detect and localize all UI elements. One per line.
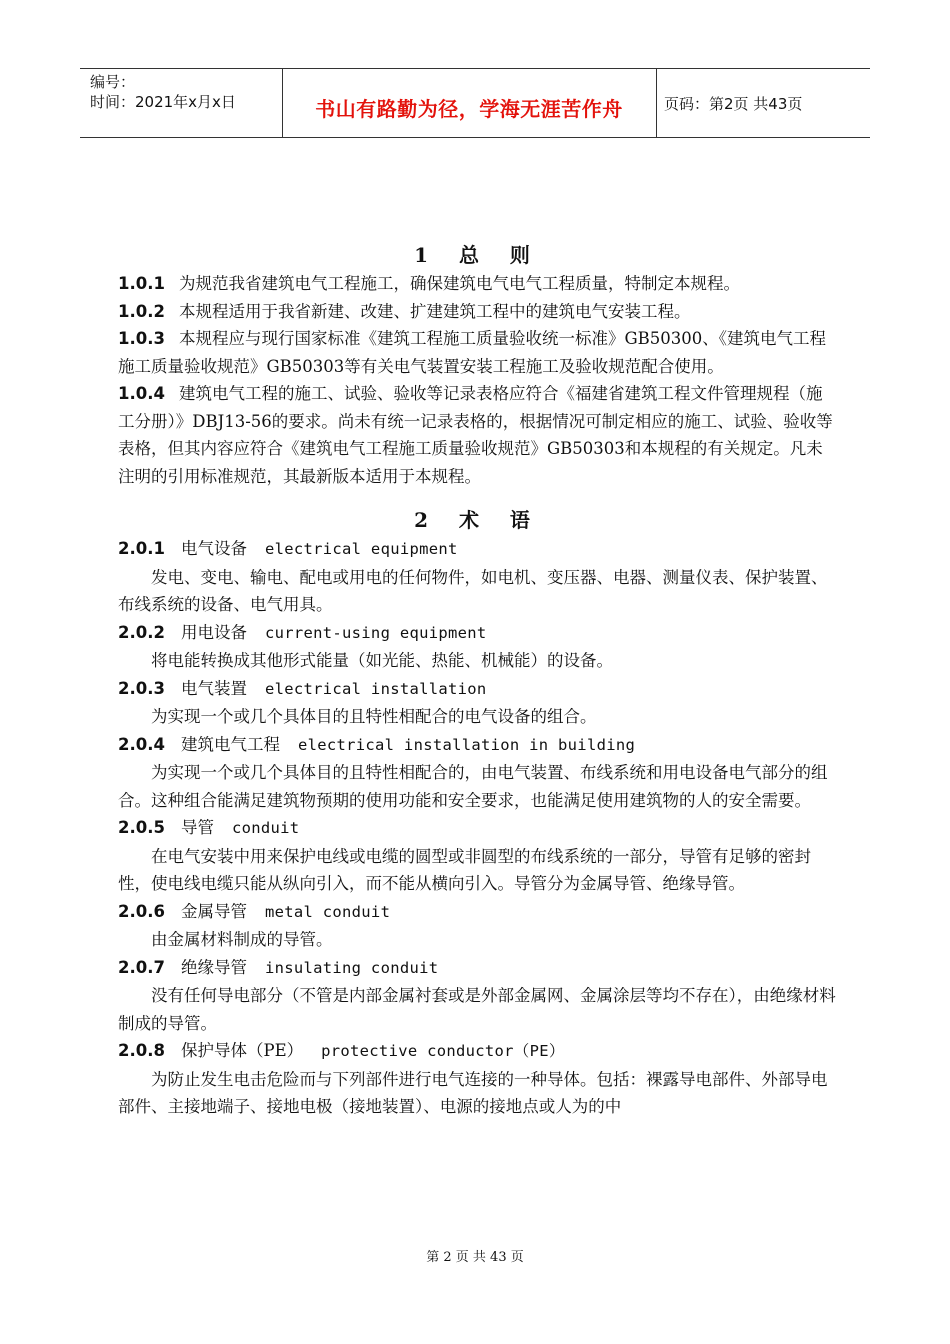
clause [118,270,838,298]
term-chinese: 用电设备 [180,622,247,642]
term-english: conduit [231,819,300,837]
document-body [118,240,838,1121]
term-definition: 为实现一个或几个具体目的且特性相配合的电气设备的组合。 [151,707,597,726]
section-title: 2 术 语 [414,508,542,532]
term-chinese: 保护导体（PE） [180,1041,304,1060]
term-heading [118,731,838,760]
term-number: 2.0.8 [118,1041,165,1060]
term-chinese: 绝缘导管 [180,957,247,977]
term-definition: 由金属材料制成的导管。 [151,930,333,949]
clause-text: 本规程应与现行国家标准《建筑工程施工质量验收统一标准》GB50300、《建筑电气工程施工质量验收规范》GB50303等有关电气装置安装工程施工及验收规范配合使用。 [118,329,827,376]
term-chinese: 金属导管 [180,901,247,921]
term-english: metal conduit [264,902,391,921]
clause [118,380,838,490]
term-number: 2.0.7 [118,957,165,977]
term-definition: 为防止发生电击危险而与下列部件进行电气连接的一种导体。包括：裸露导电部件、外部导电部件、主接地端子、接地电极（接地装置）、电源的接地点或人为的中 [118,1069,828,1116]
term-definition: 发电、变电、输电、配电或用电的任何物件，如电机、变压器、电器、测量仪表、保护装置、布线系统的设备、电气用具。 [118,567,828,614]
term-heading [118,898,838,927]
term-number: 2.0.2 [118,622,165,642]
term-chinese: 建筑电气工程 [180,734,280,754]
term-definition: 将电能转换成其他形式能量（如光能、热能、机械能）的设备。 [151,651,613,670]
term-number: 2.0.5 [118,818,165,837]
header-motto: 书山有路勤为径，学海无涯苦作舟 [315,97,623,121]
document-time-label: 时间：2021年x月x日 [90,93,236,111]
term-number: 2.0.3 [118,678,165,698]
term-definition: 没有任何导电部分（不管是内部金属衬套或是外部金属网、金属涂层等均不存在），由绝缘材料制成的导管。 [118,986,836,1033]
term-english: current-using equipment [264,623,487,642]
term-heading [118,619,838,648]
term-heading [118,675,838,704]
document-header [80,68,870,138]
header-info-cell [80,69,283,137]
clause-text: 建筑电气工程的施工、试验、验收等记录表格应符合《福建省建筑工程文件管理规程（施工分册）》DBJ13-56的要求。尚未有统一记录表格的，根据情况可制定相应的施工、试验、验收等表格，但其内容应符合《建筑电气工程施工质量验收规范》GB50303和本规程的有关规定。凡未注明的引用标准规范，其最新版本适用于本规程。 [118,384,833,486]
section-title: 1 总 则 [414,243,542,267]
clause-number: 1.0.1 [118,274,165,293]
term-definition: 在电气安装中用来保护电线或电缆的圆型或非圆型的布线系统的一部分，导管有足够的密封性，使电线电缆只能从纵向引入，而不能从横向引入。导管分为金属导管、绝缘导管。 [118,846,811,893]
term-chinese: 电气装置 [180,678,247,698]
document-number-label: 编号： [90,73,136,91]
term-heading [118,535,838,564]
clause-number: 1.0.4 [118,384,165,403]
term-english: protective conductor（PE） [321,1042,565,1060]
term-english: insulating conduit [264,958,439,977]
clause-number: 1.0.3 [118,329,165,348]
header-motto-cell [282,69,657,137]
clause [118,325,838,380]
clause-number: 1.0.2 [118,301,165,321]
term-definition: 为实现一个或几个具体目的且特性相配合的，由电气装置、布线系统和用电设备电气部分的组合。这种组合能满足建筑物预期的使用功能和安全要求，也能满足使用建筑物的人的安全需要。 [118,763,828,810]
term-english: electrical installation in building [297,735,636,754]
term-number: 2.0.6 [118,901,165,921]
term-number: 2.0.4 [118,734,165,754]
clause-text: 本规程适用于我省新建、改建、扩建建筑工程中的建筑电气安装工程。 [178,301,691,321]
term-heading [118,1037,838,1066]
term-english: electrical installation [264,679,487,698]
page-footer: 第 2 页 共 43 页 [426,1250,524,1265]
clause [118,298,838,326]
term-english: electrical equipment [264,540,458,558]
term-number: 2.0.1 [118,539,165,558]
term-chinese: 导管 [180,818,214,837]
header-page-cell [656,69,870,137]
term-heading [118,954,838,983]
header-page-info: 页码：第2页 共43页 [664,95,803,113]
term-heading [118,814,838,843]
term-chinese: 电气设备 [180,539,247,558]
clause-text: 为规范我省建筑电气工程施工，确保建筑电气电气工程质量，特制定本规程。 [178,274,740,293]
